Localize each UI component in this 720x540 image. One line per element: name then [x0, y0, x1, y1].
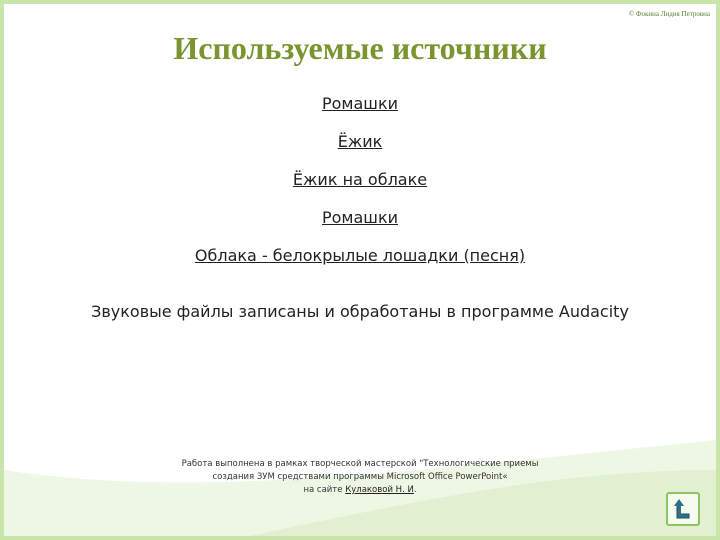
page-title: Используемые источники — [173, 30, 547, 66]
back-button[interactable] — [666, 492, 700, 526]
footer-credits — [130, 458, 590, 497]
source-link-chamomile[interactable]: Ромашки — [321, 94, 398, 113]
footer-line-1: Работа выполнена в рамках творческой мастерской "Технологические приемы — [181, 459, 539, 469]
return-arrow-icon — [668, 494, 698, 524]
audio-note: Звуковые файлы записаны и обработаны в программе Audacity — [91, 302, 629, 321]
source-link-hedgehog-cloud[interactable]: Ёжик на облаке — [292, 170, 428, 189]
source-link-hedgehog[interactable]: Ёжик — [337, 132, 383, 151]
footer-prefix: на сайте — [303, 485, 346, 495]
source-link-song[interactable]: Облака - белокрылые лошадки (песня) — [194, 246, 526, 265]
author-link[interactable]: Кулаковой Н. И — [345, 485, 414, 495]
footer-line-3 — [130, 484, 590, 497]
footer-suffix: . — [413, 485, 417, 495]
source-link-chamomile-2[interactable]: Ромашки — [321, 208, 398, 227]
sources-list — [0, 92, 720, 282]
footer-line-2: создания ЗУМ средствами программы Microsoft Office PowerPoint« — [212, 472, 508, 482]
copyright-text: © Фокина Лидия Петровна — [628, 10, 710, 18]
